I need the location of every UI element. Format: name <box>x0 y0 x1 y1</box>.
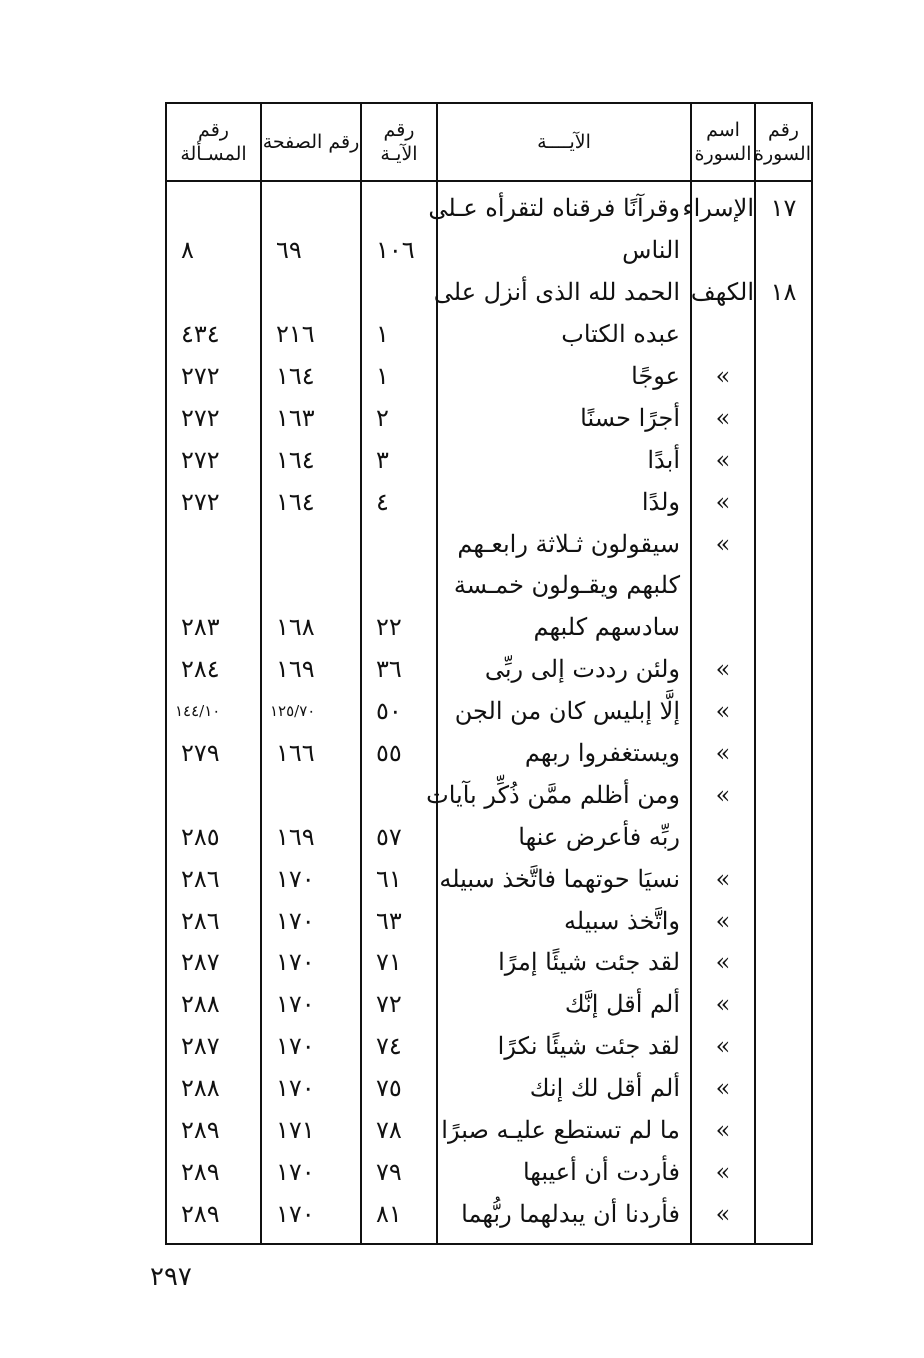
cell-page-number: ١٦٦ <box>261 733 361 775</box>
cell-surah-number <box>755 1110 812 1152</box>
cell-surah-number <box>755 774 812 816</box>
cell-ayah-number: ١٠٦ <box>361 230 437 272</box>
cell-page-number: ١٧٠ <box>261 900 361 942</box>
table-row <box>166 565 812 607</box>
table-row <box>166 272 812 314</box>
cell-surah-name: » <box>691 733 755 775</box>
cell-surah-name: » <box>691 858 755 900</box>
cell-ayah-text: ولدًا <box>437 481 691 523</box>
cell-issue-number: ٢٨٨ <box>166 1068 261 1110</box>
cell-ayah-text: لقد جئت شيئًا نكرًا <box>437 1026 691 1068</box>
cell-surah-number <box>755 565 812 607</box>
table-row <box>166 1068 812 1110</box>
cell-page-number: ١٧٠ <box>261 942 361 984</box>
cell-ayah-number: ٦١ <box>361 858 437 900</box>
cell-surah-number <box>755 816 812 858</box>
cell-issue-number: ٢٨٧ <box>166 1026 261 1068</box>
cell-page-number: ١٧٠ <box>261 984 361 1026</box>
cell-page-number: ١٦٤ <box>261 356 361 398</box>
cell-ayah-number: ٢٢ <box>361 607 437 649</box>
cell-ayah-number: ٥٧ <box>361 816 437 858</box>
table-row <box>166 439 812 481</box>
cell-ayah-text: واتَّخذ سبيله <box>437 900 691 942</box>
cell-surah-name <box>691 230 755 272</box>
table-row <box>166 607 812 649</box>
table-row <box>166 397 812 439</box>
cell-issue-number: ٢٨٩ <box>166 1193 261 1244</box>
cell-surah-name: » <box>691 523 755 565</box>
cell-surah-number <box>755 230 812 272</box>
cell-page-number: ١٧٠ <box>261 858 361 900</box>
cell-surah-number <box>755 1068 812 1110</box>
cell-page-number: ١٦٨ <box>261 607 361 649</box>
cell-ayah-text: ويستغفروا ربهم <box>437 733 691 775</box>
cell-ayah-text: ما لم تستطع عليـه صبرًا <box>437 1110 691 1152</box>
cell-issue-number <box>166 272 261 314</box>
cell-surah-number <box>755 733 812 775</box>
cell-surah-number <box>755 523 812 565</box>
cell-ayah-text: ومن أظلم ممَّن ذُكِّر بآيات <box>437 774 691 816</box>
table-row <box>166 858 812 900</box>
cell-surah-name: » <box>691 1151 755 1193</box>
verse-index-table <box>165 102 813 1245</box>
cell-surah-number <box>755 481 812 523</box>
cell-ayah-text: ألم أقل لك إنك <box>437 1068 691 1110</box>
table-row <box>166 649 812 691</box>
cell-issue-number: ٢٨٥ <box>166 816 261 858</box>
cell-ayah-text: إلَّا إبليس كان من الجن <box>437 691 691 733</box>
table-row <box>166 1026 812 1068</box>
cell-issue-number: ٢٧٢ <box>166 356 261 398</box>
table-row <box>166 900 812 942</box>
cell-page-number <box>261 774 361 816</box>
cell-ayah-text: ربِّه فأعرض عنها <box>437 816 691 858</box>
table-row <box>166 1110 812 1152</box>
cell-surah-number: ١٨ <box>755 272 812 314</box>
cell-ayah-text: أجرًا حسنًا <box>437 397 691 439</box>
cell-page-number: ١٦٤ <box>261 481 361 523</box>
cell-ayah-number: ٧٥ <box>361 1068 437 1110</box>
header-ayah-number: رقم الآيـة <box>361 103 437 181</box>
cell-ayah-text: فأردنا أن يبدلهما ربُّهما <box>437 1193 691 1244</box>
cell-page-number: ١٧٠ <box>261 1026 361 1068</box>
cell-page-number: ١٧٠ <box>261 1193 361 1244</box>
cell-page-number: ١٧١ <box>261 1110 361 1152</box>
cell-ayah-text: كلبهم ويقـولون خمـسة <box>437 565 691 607</box>
cell-surah-name: » <box>691 1026 755 1068</box>
cell-surah-name: » <box>691 942 755 984</box>
cell-ayah-text: نسيَا حوتهما فاتَّخذ سبيله <box>437 858 691 900</box>
cell-issue-number: ٢٨٩ <box>166 1110 261 1152</box>
cell-ayah-number: ٥٠ <box>361 691 437 733</box>
cell-page-number: ١٦٣ <box>261 397 361 439</box>
cell-surah-name: الكهف <box>691 272 755 314</box>
cell-page-number: ١٦٤ <box>261 439 361 481</box>
cell-issue-number: ٤٣٤ <box>166 314 261 356</box>
table-row <box>166 230 812 272</box>
cell-issue-number: ٢٨٦ <box>166 858 261 900</box>
cell-page-number <box>261 565 361 607</box>
cell-page-number: ٦٩ <box>261 230 361 272</box>
cell-issue-number <box>166 565 261 607</box>
header-surah-number: رقم السورة <box>755 103 812 181</box>
cell-surah-name: الإسراء <box>691 181 755 230</box>
table-row <box>166 523 812 565</box>
cell-ayah-text: ألم أقل إنَّك <box>437 984 691 1026</box>
cell-surah-number <box>755 1026 812 1068</box>
cell-surah-number <box>755 439 812 481</box>
cell-surah-name <box>691 607 755 649</box>
cell-issue-number <box>166 774 261 816</box>
cell-ayah-number: ١ <box>361 314 437 356</box>
cell-surah-name: » <box>691 984 755 1026</box>
cell-ayah-number <box>361 272 437 314</box>
cell-ayah-number: ٥٥ <box>361 733 437 775</box>
table-row <box>166 356 812 398</box>
cell-issue-number: ٢٨٦ <box>166 900 261 942</box>
cell-issue-number <box>166 181 261 230</box>
cell-surah-number <box>755 858 812 900</box>
cell-ayah-number: ٤ <box>361 481 437 523</box>
header-issue-number: رقم المسـألة <box>166 103 261 181</box>
cell-issue-number: ٢٧٩ <box>166 733 261 775</box>
cell-issue-number: ٢٧٢ <box>166 481 261 523</box>
cell-issue-number: ٨ <box>166 230 261 272</box>
cell-ayah-text: عبده الكتاب <box>437 314 691 356</box>
cell-surah-name: » <box>691 649 755 691</box>
cell-issue-number: ٢٨٤ <box>166 649 261 691</box>
cell-issue-number: ٢٨٧ <box>166 942 261 984</box>
cell-surah-number: ١٧ <box>755 181 812 230</box>
cell-issue-number: ٢٧٢ <box>166 397 261 439</box>
cell-surah-number <box>755 356 812 398</box>
page-number: ٢٩٧ <box>150 1262 192 1292</box>
cell-ayah-number <box>361 523 437 565</box>
table-row <box>166 984 812 1026</box>
header-surah-name: اسم السورة <box>691 103 755 181</box>
cell-surah-number <box>755 900 812 942</box>
table-row <box>166 942 812 984</box>
cell-surah-name: » <box>691 397 755 439</box>
cell-ayah-text: لقد جئت شيئًا إمرًا <box>437 942 691 984</box>
cell-ayah-number: ٨١ <box>361 1193 437 1244</box>
header-page-number: رقم الصفحة <box>261 103 361 181</box>
cell-issue-number: ٢٧٢ <box>166 439 261 481</box>
cell-ayah-text: فأردت أن أعيبها <box>437 1151 691 1193</box>
cell-ayah-text: سيقولون ثـلاثة رابعـهم <box>437 523 691 565</box>
cell-ayah-text: سادسهم كلبهم <box>437 607 691 649</box>
cell-page-number <box>261 523 361 565</box>
cell-ayah-text: وقرآنًا فرقناه لتقرأه عـلى <box>437 181 691 230</box>
cell-surah-name: » <box>691 481 755 523</box>
cell-ayah-text: عوجًا <box>437 356 691 398</box>
cell-page-number: ١٧٠ <box>261 1068 361 1110</box>
cell-surah-name: » <box>691 1068 755 1110</box>
cell-surah-name: » <box>691 1110 755 1152</box>
cell-issue-number <box>166 523 261 565</box>
cell-surah-number <box>755 942 812 984</box>
cell-ayah-text: أبدًا <box>437 439 691 481</box>
cell-ayah-number: ٢ <box>361 397 437 439</box>
cell-surah-name: » <box>691 356 755 398</box>
table-header <box>166 103 812 181</box>
table-body <box>166 181 812 1244</box>
table-row <box>166 1193 812 1244</box>
cell-surah-name: » <box>691 439 755 481</box>
cell-page-number: ١٦٩ <box>261 649 361 691</box>
cell-ayah-number: ٧٨ <box>361 1110 437 1152</box>
cell-issue-number: ٢٨٨ <box>166 984 261 1026</box>
cell-ayah-number: ٧٤ <box>361 1026 437 1068</box>
cell-surah-name <box>691 816 755 858</box>
cell-surah-name: » <box>691 774 755 816</box>
cell-ayah-text: الناس <box>437 230 691 272</box>
cell-surah-name <box>691 565 755 607</box>
cell-page-number: ١٧٠ <box>261 1151 361 1193</box>
table-row <box>166 314 812 356</box>
cell-surah-number <box>755 397 812 439</box>
cell-ayah-number: ٧١ <box>361 942 437 984</box>
cell-page-number <box>261 181 361 230</box>
cell-ayah-number: ٣ <box>361 439 437 481</box>
table-row <box>166 1151 812 1193</box>
cell-ayah-number: ١ <box>361 356 437 398</box>
cell-ayah-number: ٧٩ <box>361 1151 437 1193</box>
table-row <box>166 181 812 230</box>
cell-ayah-text: الحمد لله الذى أنزل على <box>437 272 691 314</box>
cell-page-number: ١٢٥/٧٠ <box>261 691 361 733</box>
cell-page-number: ٢١٦ <box>261 314 361 356</box>
header-ayah: الآيــــة <box>437 103 691 181</box>
table-row <box>166 816 812 858</box>
cell-page-number <box>261 272 361 314</box>
cell-surah-name: » <box>691 900 755 942</box>
cell-surah-number <box>755 607 812 649</box>
cell-ayah-number: ٧٢ <box>361 984 437 1026</box>
cell-surah-name: » <box>691 1193 755 1244</box>
cell-ayah-number <box>361 565 437 607</box>
cell-surah-number <box>755 314 812 356</box>
cell-surah-name: » <box>691 691 755 733</box>
cell-issue-number: ٢٨٩ <box>166 1151 261 1193</box>
cell-issue-number: ١٤٤/١٠ <box>166 691 261 733</box>
table-row <box>166 481 812 523</box>
cell-ayah-number: ٦٣ <box>361 900 437 942</box>
cell-surah-name <box>691 314 755 356</box>
cell-surah-number <box>755 1151 812 1193</box>
cell-ayah-text: ولئن رددت إلى ربِّى <box>437 649 691 691</box>
cell-surah-number <box>755 984 812 1026</box>
cell-page-number: ١٦٩ <box>261 816 361 858</box>
cell-ayah-number <box>361 181 437 230</box>
table-row <box>166 733 812 775</box>
cell-surah-number <box>755 649 812 691</box>
cell-surah-number <box>755 691 812 733</box>
table-row <box>166 774 812 816</box>
cell-ayah-number: ٣٦ <box>361 649 437 691</box>
cell-issue-number: ٢٨٣ <box>166 607 261 649</box>
table-row <box>166 691 812 733</box>
cell-surah-number <box>755 1193 812 1244</box>
